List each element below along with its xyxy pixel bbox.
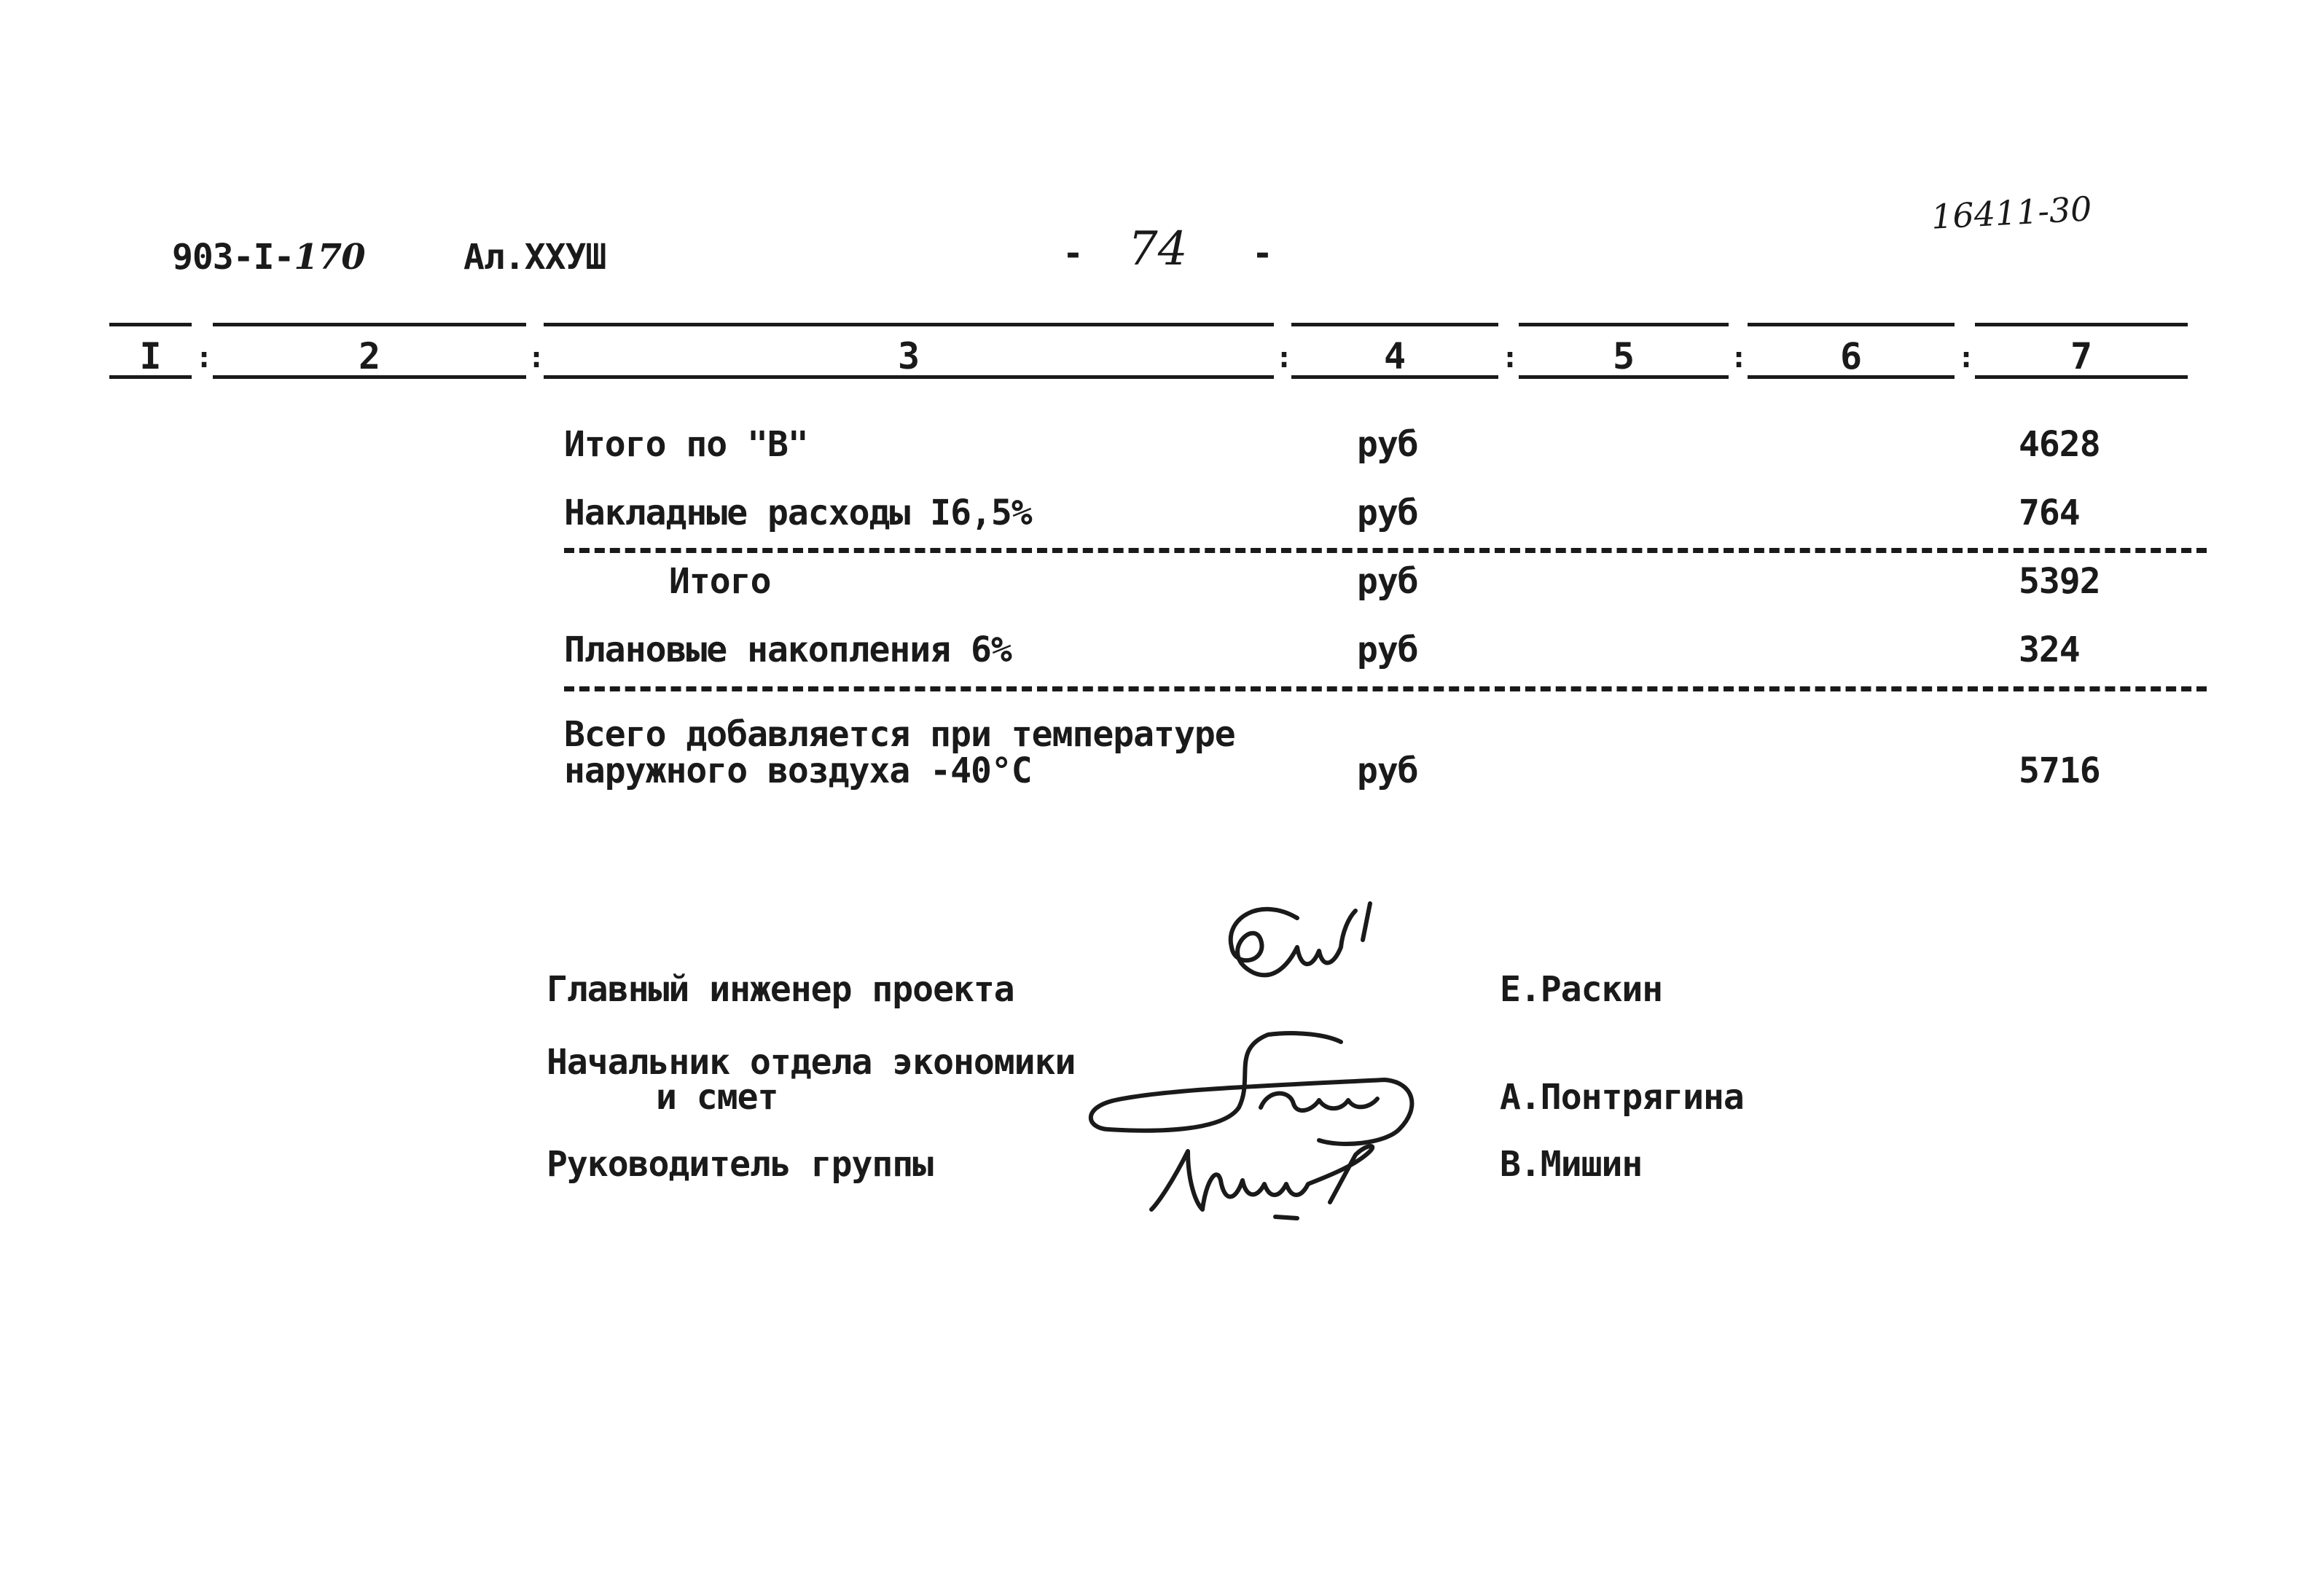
- row-value: 324: [2019, 630, 2080, 670]
- header-top-rule: [213, 323, 526, 326]
- column-separator: :: [1730, 341, 1748, 375]
- column-number: 4: [1383, 335, 1406, 377]
- signatory-title: Главный инженер проекта: [547, 969, 1014, 1010]
- row-name: Итого: [669, 561, 771, 602]
- row-value: 5392: [2019, 561, 2100, 602]
- column-number: 5: [1612, 335, 1635, 377]
- row-unit: руб: [1357, 424, 1418, 465]
- dashed-divider: [564, 686, 2207, 691]
- handwritten-signatures: [1079, 889, 1487, 1224]
- row-name-line1: Всего добавляется при температуре: [564, 714, 1235, 755]
- archive-number: 16411-30: [1930, 189, 2093, 237]
- signature-mishin: [1151, 1146, 1372, 1218]
- signatory-name: Е.Раскин: [1500, 969, 1663, 1010]
- column-separator: :: [1957, 341, 1976, 375]
- column-separator: :: [1501, 341, 1519, 375]
- row-unit: руб: [1357, 493, 1418, 533]
- document-code-handwritten: 170: [294, 237, 365, 278]
- column-number: 7: [2070, 335, 2093, 377]
- row-unit: руб: [1357, 750, 1418, 791]
- row-name-line2: наружного воздуха -40°C: [564, 750, 1032, 791]
- row-unit: руб: [1357, 561, 1418, 602]
- header-bottom-rule: [1519, 375, 1729, 379]
- header-bottom-rule: [213, 375, 526, 379]
- row-name: Итого по "В": [564, 424, 808, 465]
- header-top-rule: [544, 323, 1274, 326]
- header-bottom-rule: [1975, 375, 2188, 379]
- document-code: [172, 237, 365, 278]
- signature-raskin: [1231, 903, 1370, 975]
- signatory-title-line1: Начальник отдела экономики: [547, 1042, 1076, 1083]
- row-name: Плановые накопления 6%: [564, 630, 1012, 670]
- header-top-rule: [1291, 323, 1498, 326]
- header-bottom-rule: [109, 375, 192, 379]
- signatory-name: А.Понтрягина: [1500, 1077, 1744, 1118]
- dashed-divider: [564, 548, 2207, 553]
- column-number: 3: [897, 335, 920, 377]
- column-separator: :: [195, 341, 214, 375]
- signatory-name: В.Мишин: [1500, 1144, 1643, 1185]
- document-code-typed: 903-I-: [172, 237, 294, 278]
- signatory-title: Руководитель группы: [547, 1144, 934, 1185]
- row-unit: руб: [1357, 630, 1418, 670]
- column-separator: :: [1275, 341, 1294, 375]
- header-bottom-rule: [1748, 375, 1955, 379]
- header-top-rule: [109, 323, 192, 326]
- row-name: Накладные расходы I6,5%: [564, 493, 1032, 533]
- header-top-rule: [1748, 323, 1955, 326]
- signatory-title-line2: и смет: [656, 1077, 778, 1118]
- row-value: 5716: [2019, 750, 2100, 791]
- header-bottom-rule: [1291, 375, 1498, 379]
- column-number: 2: [358, 335, 381, 377]
- column-separator: :: [528, 341, 546, 375]
- album-number: Ал.XXУШ: [463, 237, 606, 278]
- row-value: 4628: [2019, 424, 2100, 465]
- page-dash-left: -: [1063, 233, 1083, 274]
- page-dash-right: -: [1252, 233, 1272, 274]
- signature-pontryagina: [1091, 1033, 1412, 1144]
- header-top-rule: [1519, 323, 1729, 326]
- header-top-rule: [1975, 323, 2188, 326]
- header-bottom-rule: [544, 375, 1274, 379]
- column-number: 6: [1839, 335, 1863, 377]
- page-number: 74: [1128, 222, 1188, 276]
- column-number: I: [139, 335, 162, 377]
- row-value: 764: [2019, 493, 2080, 533]
